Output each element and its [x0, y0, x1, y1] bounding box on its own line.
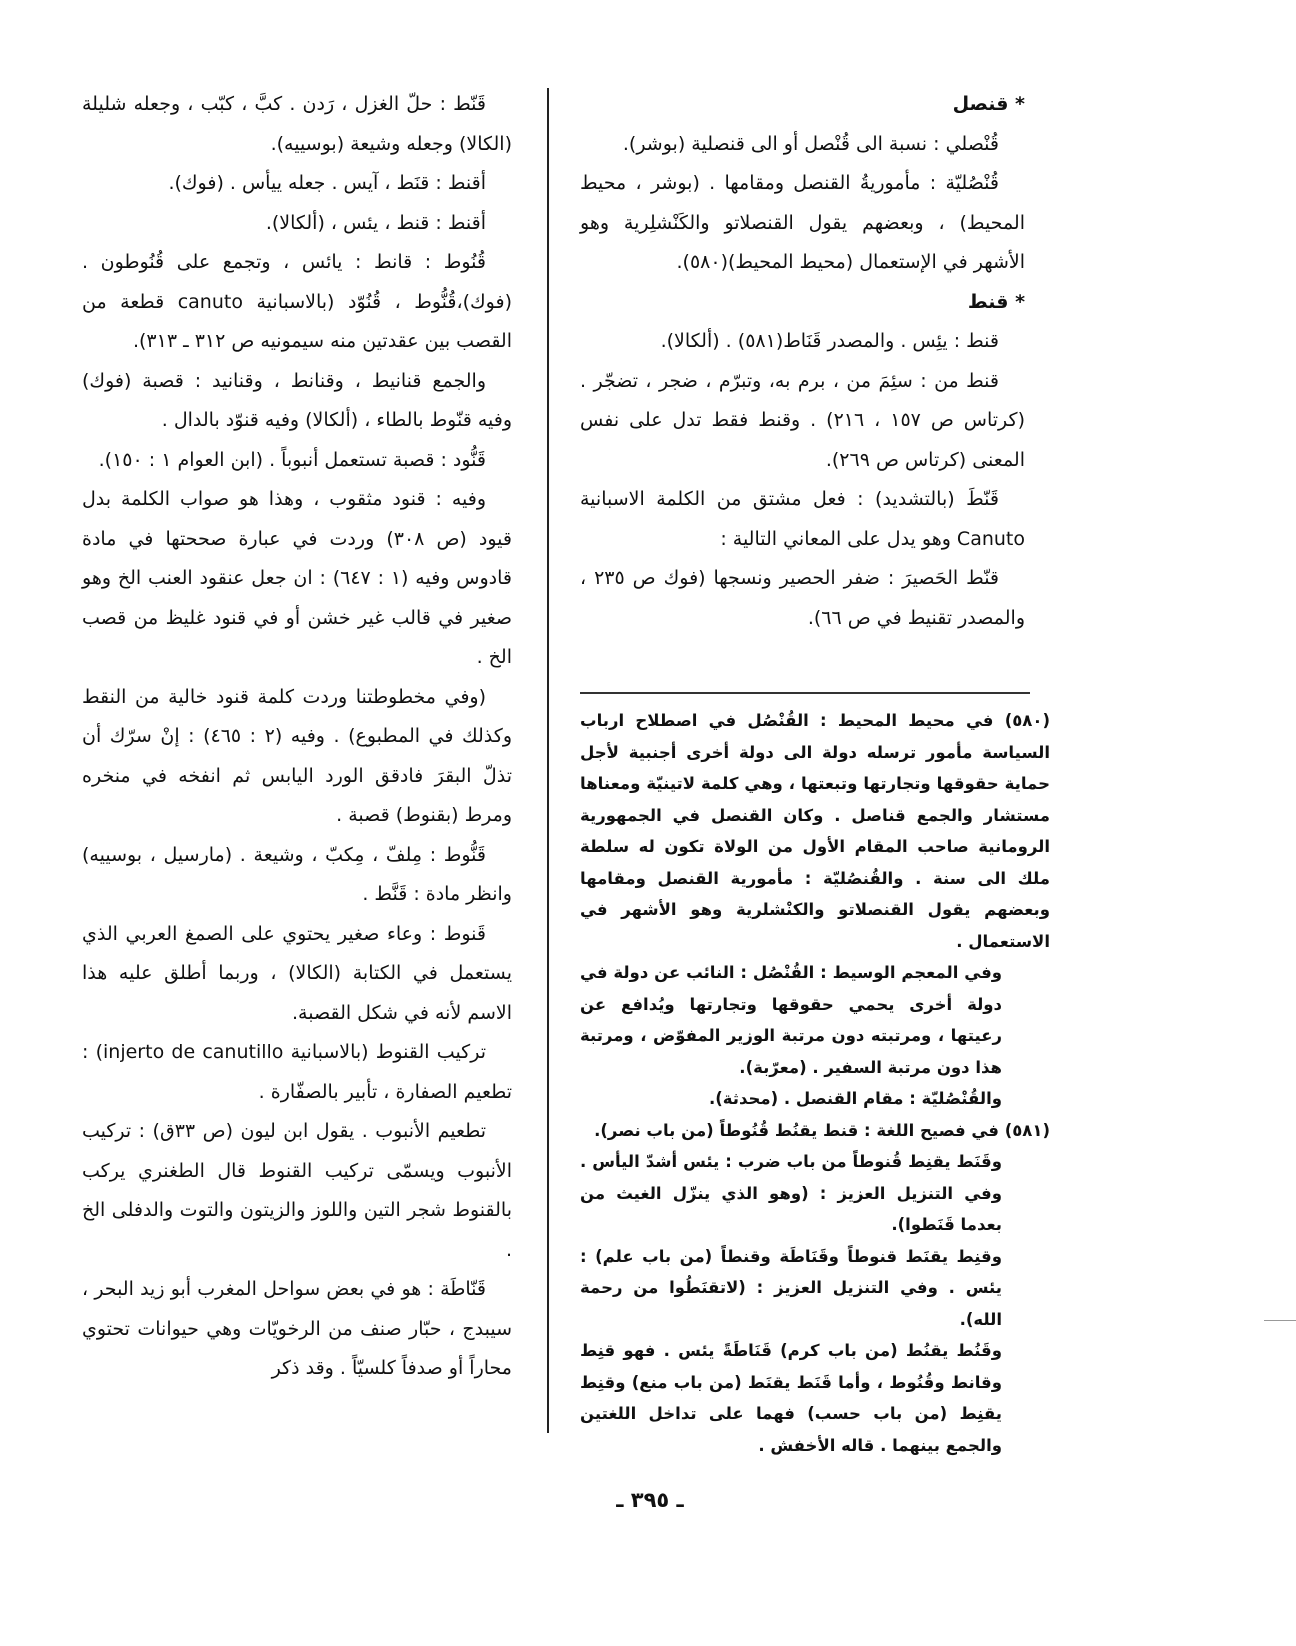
entry-paragraph: أقنط : قنط ، يئس ، (ألكالا). [265, 211, 486, 234]
entry-paragraph: قنط : يئِس . والمصدر قَنَاط(٥٨١) . (ألكالا). [660, 330, 999, 352]
footnote-number: (٥٨٠) [1004, 711, 1050, 730]
entry-heading-qnsl: * قنصل [952, 93, 1025, 115]
footnote-separator [580, 692, 1030, 694]
footnote-number: (٥٨١) [1004, 1120, 1050, 1140]
column-divider [547, 88, 549, 1433]
footnote-581 [580, 1115, 1050, 1147]
entry-paragraph: قَنّاطَة : هو في بعض سواحل المغرب أبو زيد البحر ، سيبدج ، حبّار صنف من الرخويّات وهي حيوانات تحتوي محاراً أو صدفاً كلسيّاً . وقد ذكر [82, 1278, 512, 1379]
scan-edge-mark [1264, 1320, 1296, 1321]
entry-paragraph: تركيب القنوط (بالاسبانية injerto de canutillo) : تطعيم الصفارة ، تأبير بالصفّارة . [82, 1041, 512, 1103]
page-number: ـ ٣٩٥ ـ [616, 1488, 684, 1512]
entry-paragraph: قَنُّود : قصبة تستعمل أنبوباً . (ابن العوام ١ : ١٥٠). [98, 448, 486, 471]
entry-paragraph: قُنُوط : قانط : يائس ، وتجمع على قُنُوطون . (فوك)،قُنُّوط ، قُنُوّد (بالاسبانية canuto قطعة من القصب بين عقدتين منه سيمونيه ص ٣١٢ ـ ٣١٣). [82, 251, 512, 352]
entry-paragraph: وفيه : قنود مثقوب ، وهذا هو صواب الكلمة بدل قيود (ص ٣٠٨) وردت في عبارة صححتها في مادة قادوس وفيه (١ : ٦٤٧) : ان جعل عنقود العنب الخ وهو صغير في قالب غير خشن أو في قنود غليظ من قصب الخ . [82, 488, 512, 668]
entry-paragraph: قَنّطَ (بالتشديد) : فعل مشتق من الكلمة الاسبانية Canuto وهو يدل على المعاني التالية : [580, 488, 1025, 550]
left-column [82, 85, 512, 1389]
entry-paragraph: قُنْصلي : نسبة الى قُنْصل أو الى قنصلية (بوشر). [622, 132, 999, 155]
right-column [580, 85, 1025, 638]
entry-paragraph: قَنوط : وعاء صغير يحتوي على الصمغ العربي الذي يستعمل في الكتابة (الكالا) ، وربما أطلق عليه هذا الاسم لأنه في شكل القصبة. [82, 922, 512, 1024]
entry-paragraph: تطعيم الأنبوب . يقول ابن ليون (ص ٣٣ق) : تركيب الأنبوب ويسمّى تركيب القنوط قال الطغنري يركب بالقنوط شجر التين واللوز والزيتون والتوت والدفلى الخ . [82, 1120, 512, 1261]
footnote-text: وقنِط يقنَط قنوطاً وقَنَاطَة وقنطاً (من باب علم) : يئس . وفي التنزيل العزيز : (لاتقنَطُوا من رحمة الله). [580, 1246, 1002, 1329]
footnote-text: في محيط المحيط : القُنْصُل في اصطلاح ارباب السياسة مأمور ترسله دولة الى دولة أخرى أجنبية لأجل حماية حقوقها وتجارتها وتبعتها ، وهي كلمة لاتينيّة ومعناها مستشار والجمع قناصل . وكان القنصل في الجمهورية الرومانية صاحب المقام الأول من الولاة تكون له سلطة ملك الى سنة . والقُنصُليّة : مأمورية القنصل ومقامها وبعضهم يقول القنصلاتو والكنْشلرية وهو الأشهر في الاستعمال . [580, 711, 1050, 951]
entry-paragraph: قَنّط : حلّ الغزل ، رَدن . كبَّ ، كبّب ، وجعله شليلة (الكالا) وجعله وشيعة (بوسييه). [82, 93, 512, 155]
entry-paragraph: والجمع قنانيط ، وقنانط ، وقنانيد : قصبة (فوك) وفيه قنّوط بالطاء ، (ألكالا) وفيه قنوّد بالدال . [82, 369, 512, 431]
entry-paragraph: قنط من : سئِمَ من ، برم به، وتبرّم ، ضجر ، تضجّر . (كرتاس ص ١٥٧ ، ٢١٦) . وقنط فقط تدل على نفس المعنى (كرتاس ص ٢٦٩). [580, 369, 1025, 471]
footnote-text: وفي المعجم الوسيط : القُنْصُل : النائب عن دولة في دولة أخرى يحمي حقوقها وتجارتها ويُدافع عن رعيتها ، ومرتبته دون مرتبة الوزير المفوّض ، ومرتبة هذا دون مرتبة السفير . (معرّبة). [580, 963, 1002, 1077]
footnote-580 [580, 705, 1050, 957]
entry-heading-qnt: * قنط [967, 290, 1025, 313]
entry-paragraph: قَنُّوط : مِلفّ ، مِكبّ ، وشيعة . (مارسيل ، بوسييه) وانظر مادة : قَنَّط . [82, 843, 512, 905]
entry-paragraph: قنّط الحَصيرَ : ضفر الحصير ونسجها (فوك ص ٢٣٥ ، والمصدر تقنيط في ص ٦٦). [580, 567, 1025, 629]
footnotes [580, 705, 1050, 1461]
footnote-text: وقَنَط يقنِط قُنوطاً من باب ضرب : يئس أشدّ اليأس . وفي التنزيل العزيز : (وهو الذي ينزّل الغيث من بعدما قَنَطوا). [580, 1152, 1002, 1234]
footnote-text: في فصيح اللغة : قنط يقنُط قُنُوطاً (من باب نصر). [594, 1120, 999, 1140]
entry-paragraph: (وفي مخطوطتنا وردت كلمة قنود خالية من النقط وكذلك في المطبوع) . وفيه (٢ : ٤٦٥) : إنْ سرّك أن تذلّ البقرَ فادقق الورد اليابس ثم انفخه في منخره ومرط (بقنوط) قصبة . [82, 685, 512, 826]
entry-paragraph: قُنْصُليّة : مأموريةُ القنصل ومقامها . (بوشر ، محيط المحيط) ، وبعضهم يقول القنصلاتو والكَنْشلِرية وهو الأشهر في الإستعمال (محيط المحيط)(٥٨٠). [580, 172, 1025, 273]
entry-paragraph: أقنط : قنَط ، آيس . جعله ييأس . (فوك). [168, 172, 486, 194]
footnote-text: والقُنْصُليّة : مقام القنصل . (محدثة). [708, 1089, 1002, 1108]
footnote-text: وقَنُط يقنُط (من باب كرم) قَنَاطَةً يئس . فهو قنِط وقانط وقُنُوط ، وأما قَنَط يقنَط (من باب منع) وقنِط يقنِط (من باب حسب) فهما على تداخل اللغتين والجمع بينهما . قاله الأخفش . [580, 1341, 1002, 1455]
